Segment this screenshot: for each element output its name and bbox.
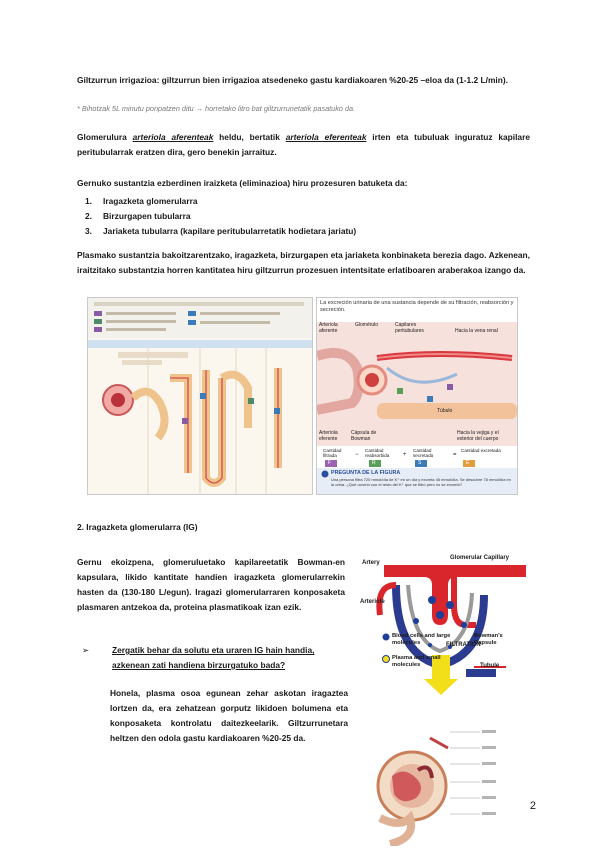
figure-glomerulus-illustration xyxy=(370,718,498,846)
eq-plus: + xyxy=(403,452,407,458)
list-item: 3. Jariaketa tubularra (kapilare peritubularretatik hodietara jariatu) xyxy=(85,226,357,236)
label-filtration: FILTRATION xyxy=(446,642,481,648)
eq-secreted: Cantidad secretada xyxy=(413,448,434,459)
figure-question-text: Una persona filtra 720 mmol/día de K⁺ en un día y excreta 45 mmol/día. Se descubre 78 mmol/día en la orina. ¿Qué ocurrió con el resto del K⁺ que se filtró pero no se excretó? xyxy=(331,477,511,487)
eq-reabsorbed: Cantidad reabsorbida xyxy=(365,448,390,459)
label-eff: Arteriola eferente xyxy=(319,430,338,442)
note-heart: * Bihotzak 5L minutu ponpatzen ditu → horretako litro bat giltzurrunetatik pasatuko da. xyxy=(77,104,356,113)
paragraph-gfr: Gernu ekoizpena, glomeruluetako kapilareetatik Bowman-en kapsulara, likido kantitate handien iragazketa glomerularrekin hasten da (130-180 L/egun). Iragazi glomerularraren konposaketa plasmaren antzekoa da, proteina plasmatikoak izan ezik. xyxy=(77,557,345,612)
eq-filtered: Cantidad filtrada xyxy=(323,448,342,459)
arrow-bullet-icon: ➢ xyxy=(82,645,90,655)
eq-excreted: Cantidad excretada xyxy=(461,448,501,453)
label-bow: Cápsula de Bowman xyxy=(351,430,377,442)
paragraph-answer: Honela, plasma osoa egunean zehar askotan iragaztea lortzen da, era zehatzean gorputz likidoen bolumena eta konposaketa kontrolatu daitezkeelarik. Giltzurrunetara heltzen den odola gastu kardiakoaren %20-25 da. xyxy=(110,688,348,743)
nephron-diagram xyxy=(88,298,312,494)
efferent-term: arteriola eferenteak xyxy=(285,132,367,142)
eq-equals: = xyxy=(453,452,457,458)
paragraph-irrigation: Giltzurrun irrigazioa: giltzurrun bien irrigazioa atsedeneko gastu kardiakoaren %20-25 –eloa da (1-1.2 L/min). xyxy=(77,75,508,85)
paragraph-combination: Plasmako sustantzia bakoitzarentzako, iragazketa, birzurgapen eta jariaketa konbinaketa berezia dago. Azkenean, iraitzitako substantzia horren kantitatea hiru giltzurrun prozesuen intentsitate erlatiboaren araberakoa izango da. xyxy=(77,250,530,275)
label-tubule: Tubule xyxy=(480,663,500,669)
list-item: 1. Iragazketa glomerularra xyxy=(85,196,198,206)
label-cap: Capilares peritubulares xyxy=(395,322,424,334)
page-number: 2 xyxy=(529,800,536,812)
eq-S: S xyxy=(418,460,422,466)
eq-R: R xyxy=(372,460,376,466)
figure-nephron-segments xyxy=(87,297,313,495)
eq-E: E xyxy=(466,460,470,466)
figure-question-title: PREGUNTA DE LA FIGURA xyxy=(331,470,401,476)
figure-excretion-title: La excreción urinaria de una sustancia depende de su filtración, reabsorción y secreción. xyxy=(320,300,514,313)
question-item xyxy=(82,643,350,673)
label-vein: Hacia la vena renal xyxy=(455,328,498,334)
label-plasma: Plasma and small molecules xyxy=(392,655,441,668)
label-blood: Blood cells and large molecules xyxy=(392,633,451,646)
section-heading: 2. Iragazketa glomerularra (IG) xyxy=(77,522,198,532)
paragraph-glomerulus: Glomerulura arteriola aferenteak heldu, bertatik arteriola eferenteak irten eta tubuluak inguratuz kapilare peritubularrak eratzen dira, gero benekin jarraituz. xyxy=(77,132,531,157)
label-bowman: Bowman's Capsule xyxy=(474,633,503,646)
afferent-term: arteriola aferenteak xyxy=(132,132,214,142)
label-exit: Hacia la vejiga y el exterior del cuerpo xyxy=(457,430,499,442)
figure-filtration xyxy=(356,555,526,715)
label-capillary: Glomerular Capillary xyxy=(450,555,510,561)
label-tub: Túbulo xyxy=(437,408,453,414)
paragraph-processes: Gernuko sustantzia ezberdinen iraizketa (eliminazioa) hiru prozesuren batuketa da: xyxy=(77,178,408,188)
question-text: Zergatik behar da solutu eta uraren IG hain handia, azkenean zati handiena birzurgatuko bada? xyxy=(112,645,315,670)
eq-F: F xyxy=(328,460,332,466)
glomerulus-illustration xyxy=(370,718,498,846)
label-aff: Arteriola aferente xyxy=(319,322,338,334)
figure-excretion xyxy=(316,297,518,495)
label-arteriole: Arteriole xyxy=(360,599,385,605)
eq-minus: − xyxy=(355,452,359,458)
label-glom: Glomérulo xyxy=(355,322,379,328)
label-artery: Artery xyxy=(362,560,380,566)
list-item: 2. Birzurgapen tubularra xyxy=(85,211,191,221)
